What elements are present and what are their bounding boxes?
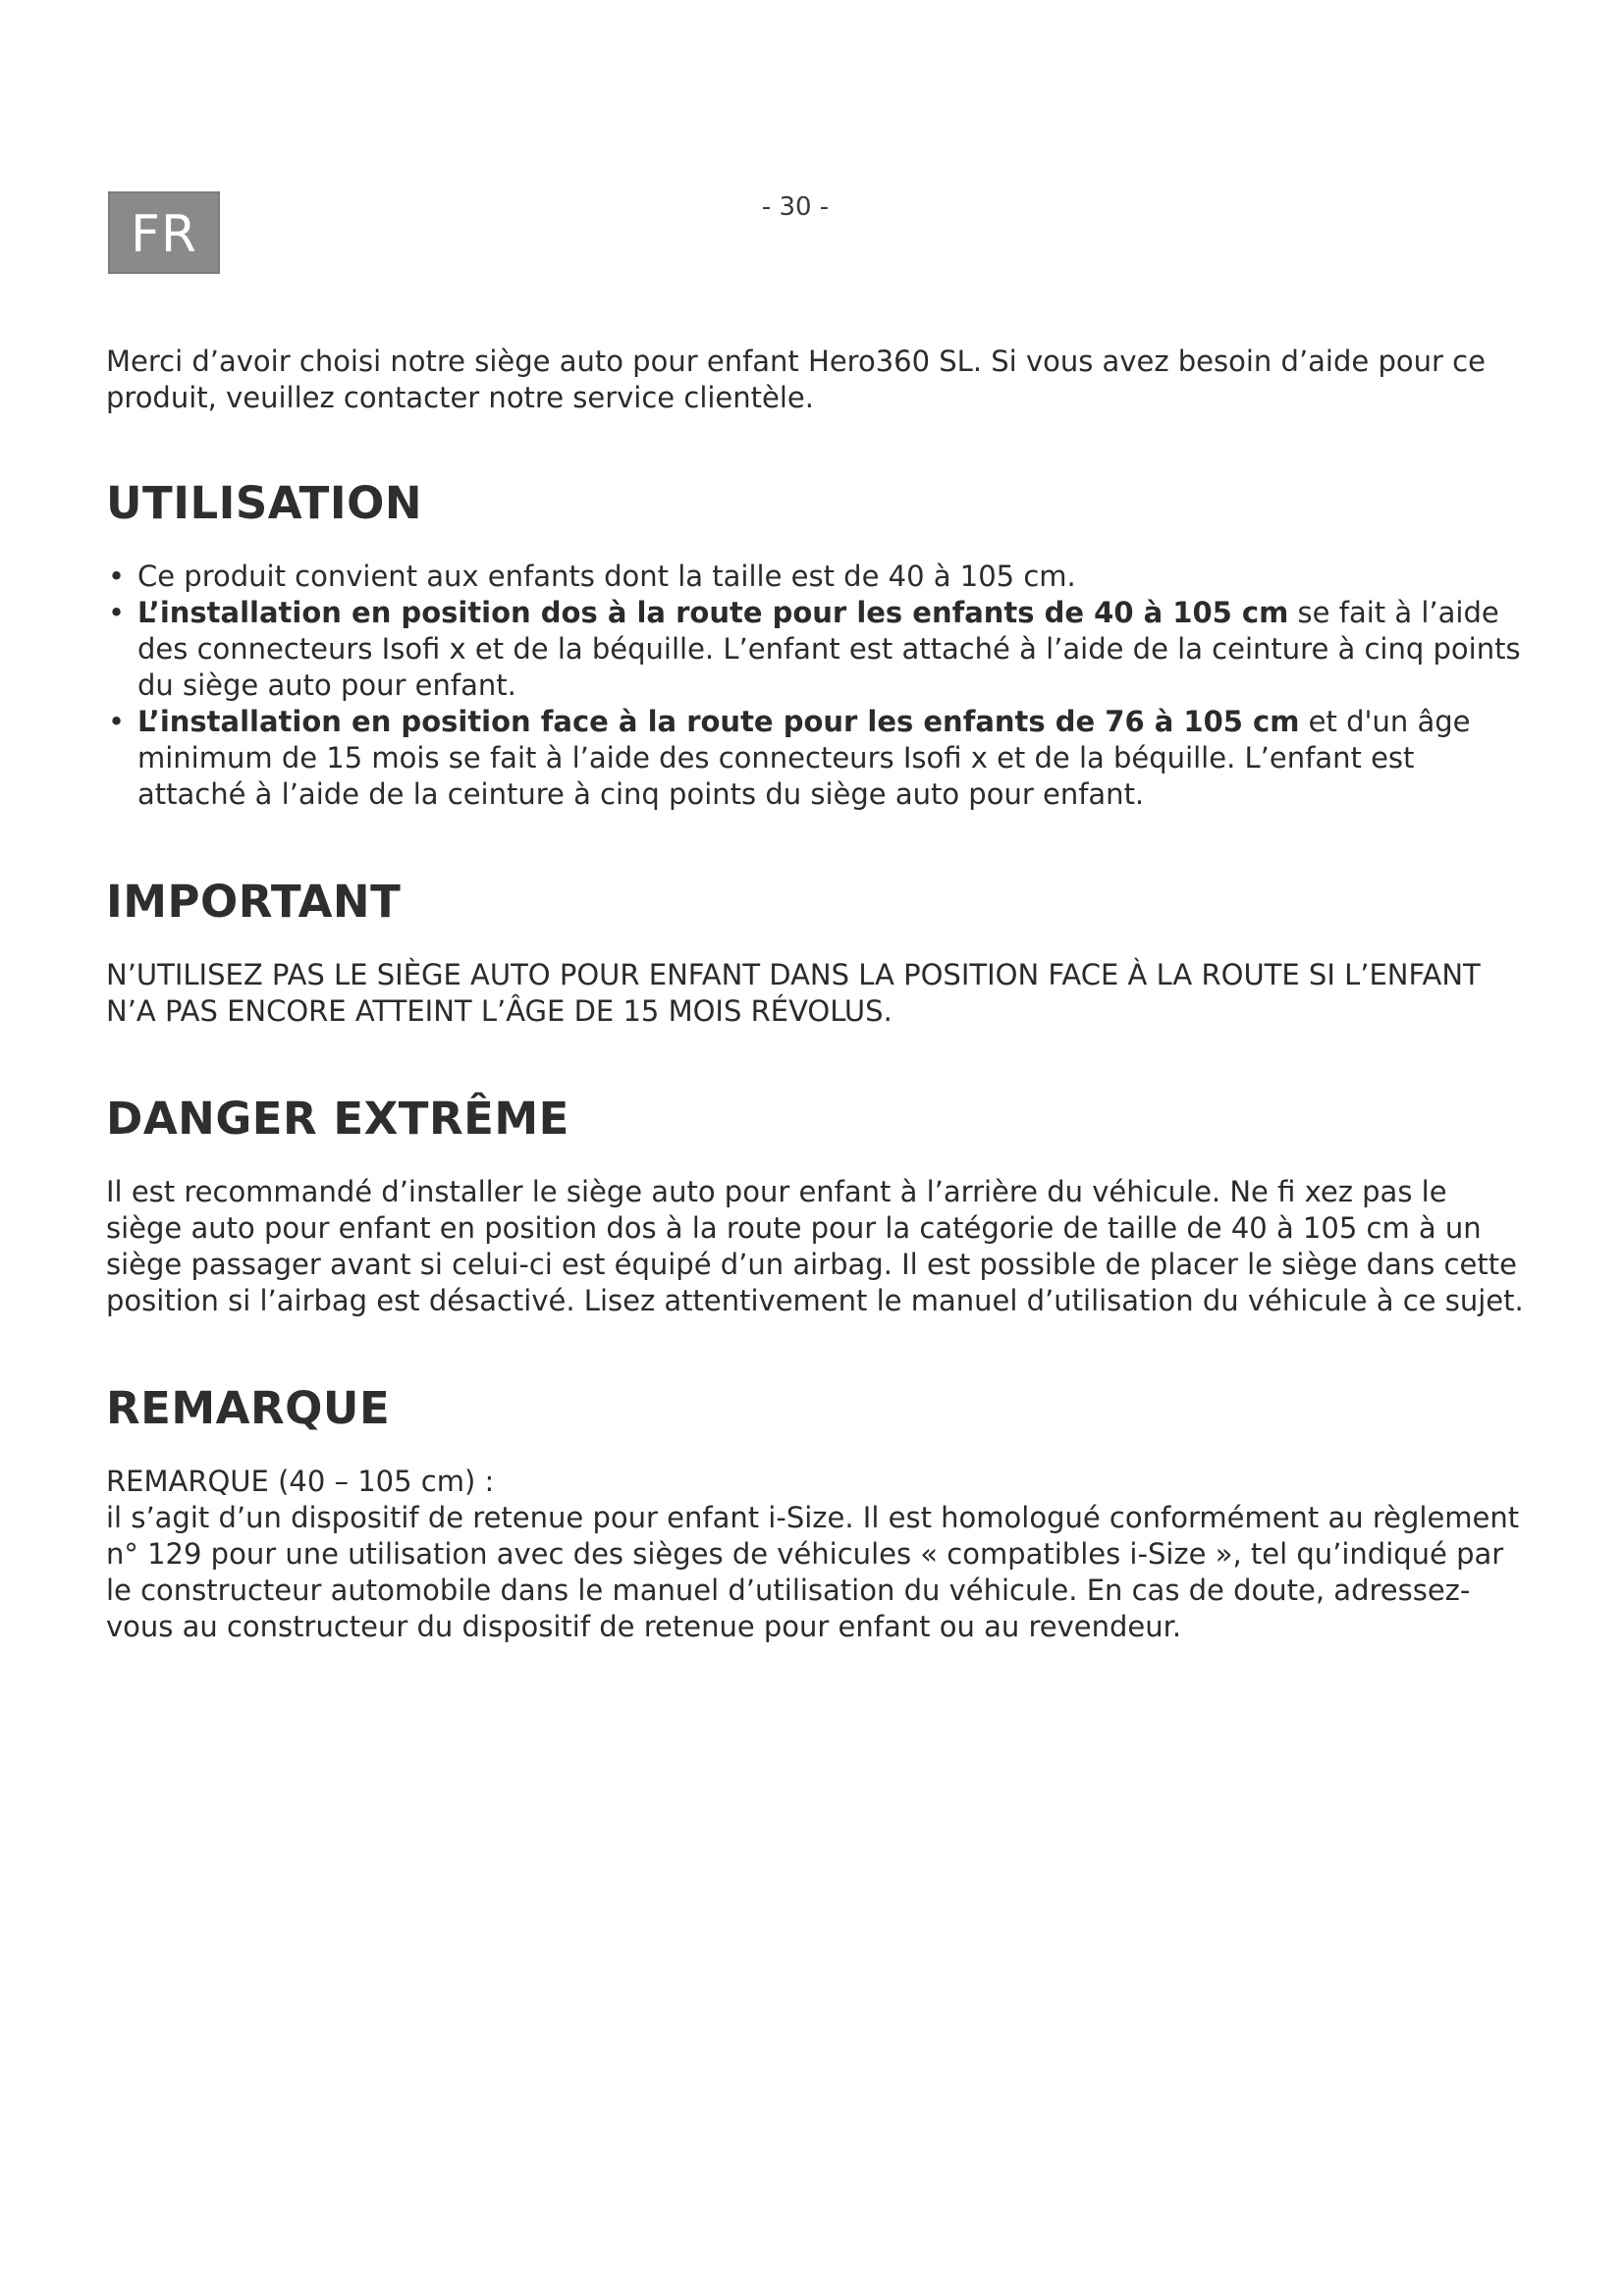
section-remarque [106,1382,1530,1645]
list-item-text: et d'un âge minimum de 15 mois se fait à l’aide des connecteurs Isofi x et de la béquille. L’enfant est attaché à l’aide de la ceinture à cinq points du siège auto pour enfant. [137,705,1471,811]
list-item [106,595,1530,704]
document-body [106,344,1530,1708]
bullet: • [108,705,126,738]
language-badge: FR [108,191,220,274]
section-title-important: IMPORTANT [106,876,402,928]
page-number: - 30 - [761,192,830,222]
section-title-remarque: REMARQUE [106,1382,391,1434]
important-text: N’UTILISEZ PAS LE SIÈGE AUTO POUR ENFANT DANS LA POSITION FACE À LA ROUTE SI L’ENFANT N’A PAS ENCORE ATTEINT L’ÂGE DE 15 MOIS RÉVOLUS. [106,958,1481,1028]
section-title-utilisation: UTILISATION [106,477,422,529]
bullet: • [108,596,126,629]
list-item-bold-text: L’installation en position dos à la route pour les enfants de 40 à 105 cm [137,596,1289,629]
section-danger [106,1093,1530,1319]
list-item-text: se fait à l’aide des connecteurs Isofi x et de la béquille. L’enfant est attaché à l’aide de la ceinture à cinq points du siège auto pour enfant. [137,596,1521,702]
danger-text: Il est recommandé d’installer le siège auto pour enfant à l’arrière du véhicule. Ne fi xez pas le siège auto pour enfant en position dos à la route pour la catégorie de taille de 40 à 105 cm à un siège passager avant si celui-ci est équipé d’un airbag. Il est possible de placer le siège dans cette position si l’airbag est désactivé. Lisez attentivement le manuel d’utilisation du véhicule à ce sujet. [106,1175,1524,1317]
bullet: • [108,560,126,593]
list-item-bold-text: L’installation en position face à la route pour les enfants de 76 à 105 cm [137,705,1300,738]
section-important [106,876,1530,1030]
remarque-text: il s’agit d’un dispositif de retenue pour enfant i-Size. Il est homologué conformément au règlement n° 129 pour une utilisation avec des sièges de véhicules « compatibles i-Size », tel qu’indiqué par le constructeur automobile dans le manuel d’utilisation du véhicule. En cas de doute, adressez-vous au constructeur du dispositif de retenue pour enfant ou au revendeur. [106,1501,1520,1643]
usage-list [106,559,1530,813]
section-utilisation [106,477,1530,813]
intro-paragraph: Merci d’avoir choisi notre siège auto pour enfant Hero360 SL. Si vous avez besoin d’aide pour ce produit, veuillez contacter notre service clientèle. [106,345,1486,414]
list-item [106,704,1530,813]
remarque-subtitle: REMARQUE (40 – 105 cm) : [106,1465,495,1498]
list-item-text: Ce produit convient aux enfants dont la taille est de 40 à 105 cm. [137,560,1076,593]
section-title-danger: DANGER EXTRÊME [106,1093,569,1145]
list-item [106,559,1530,595]
